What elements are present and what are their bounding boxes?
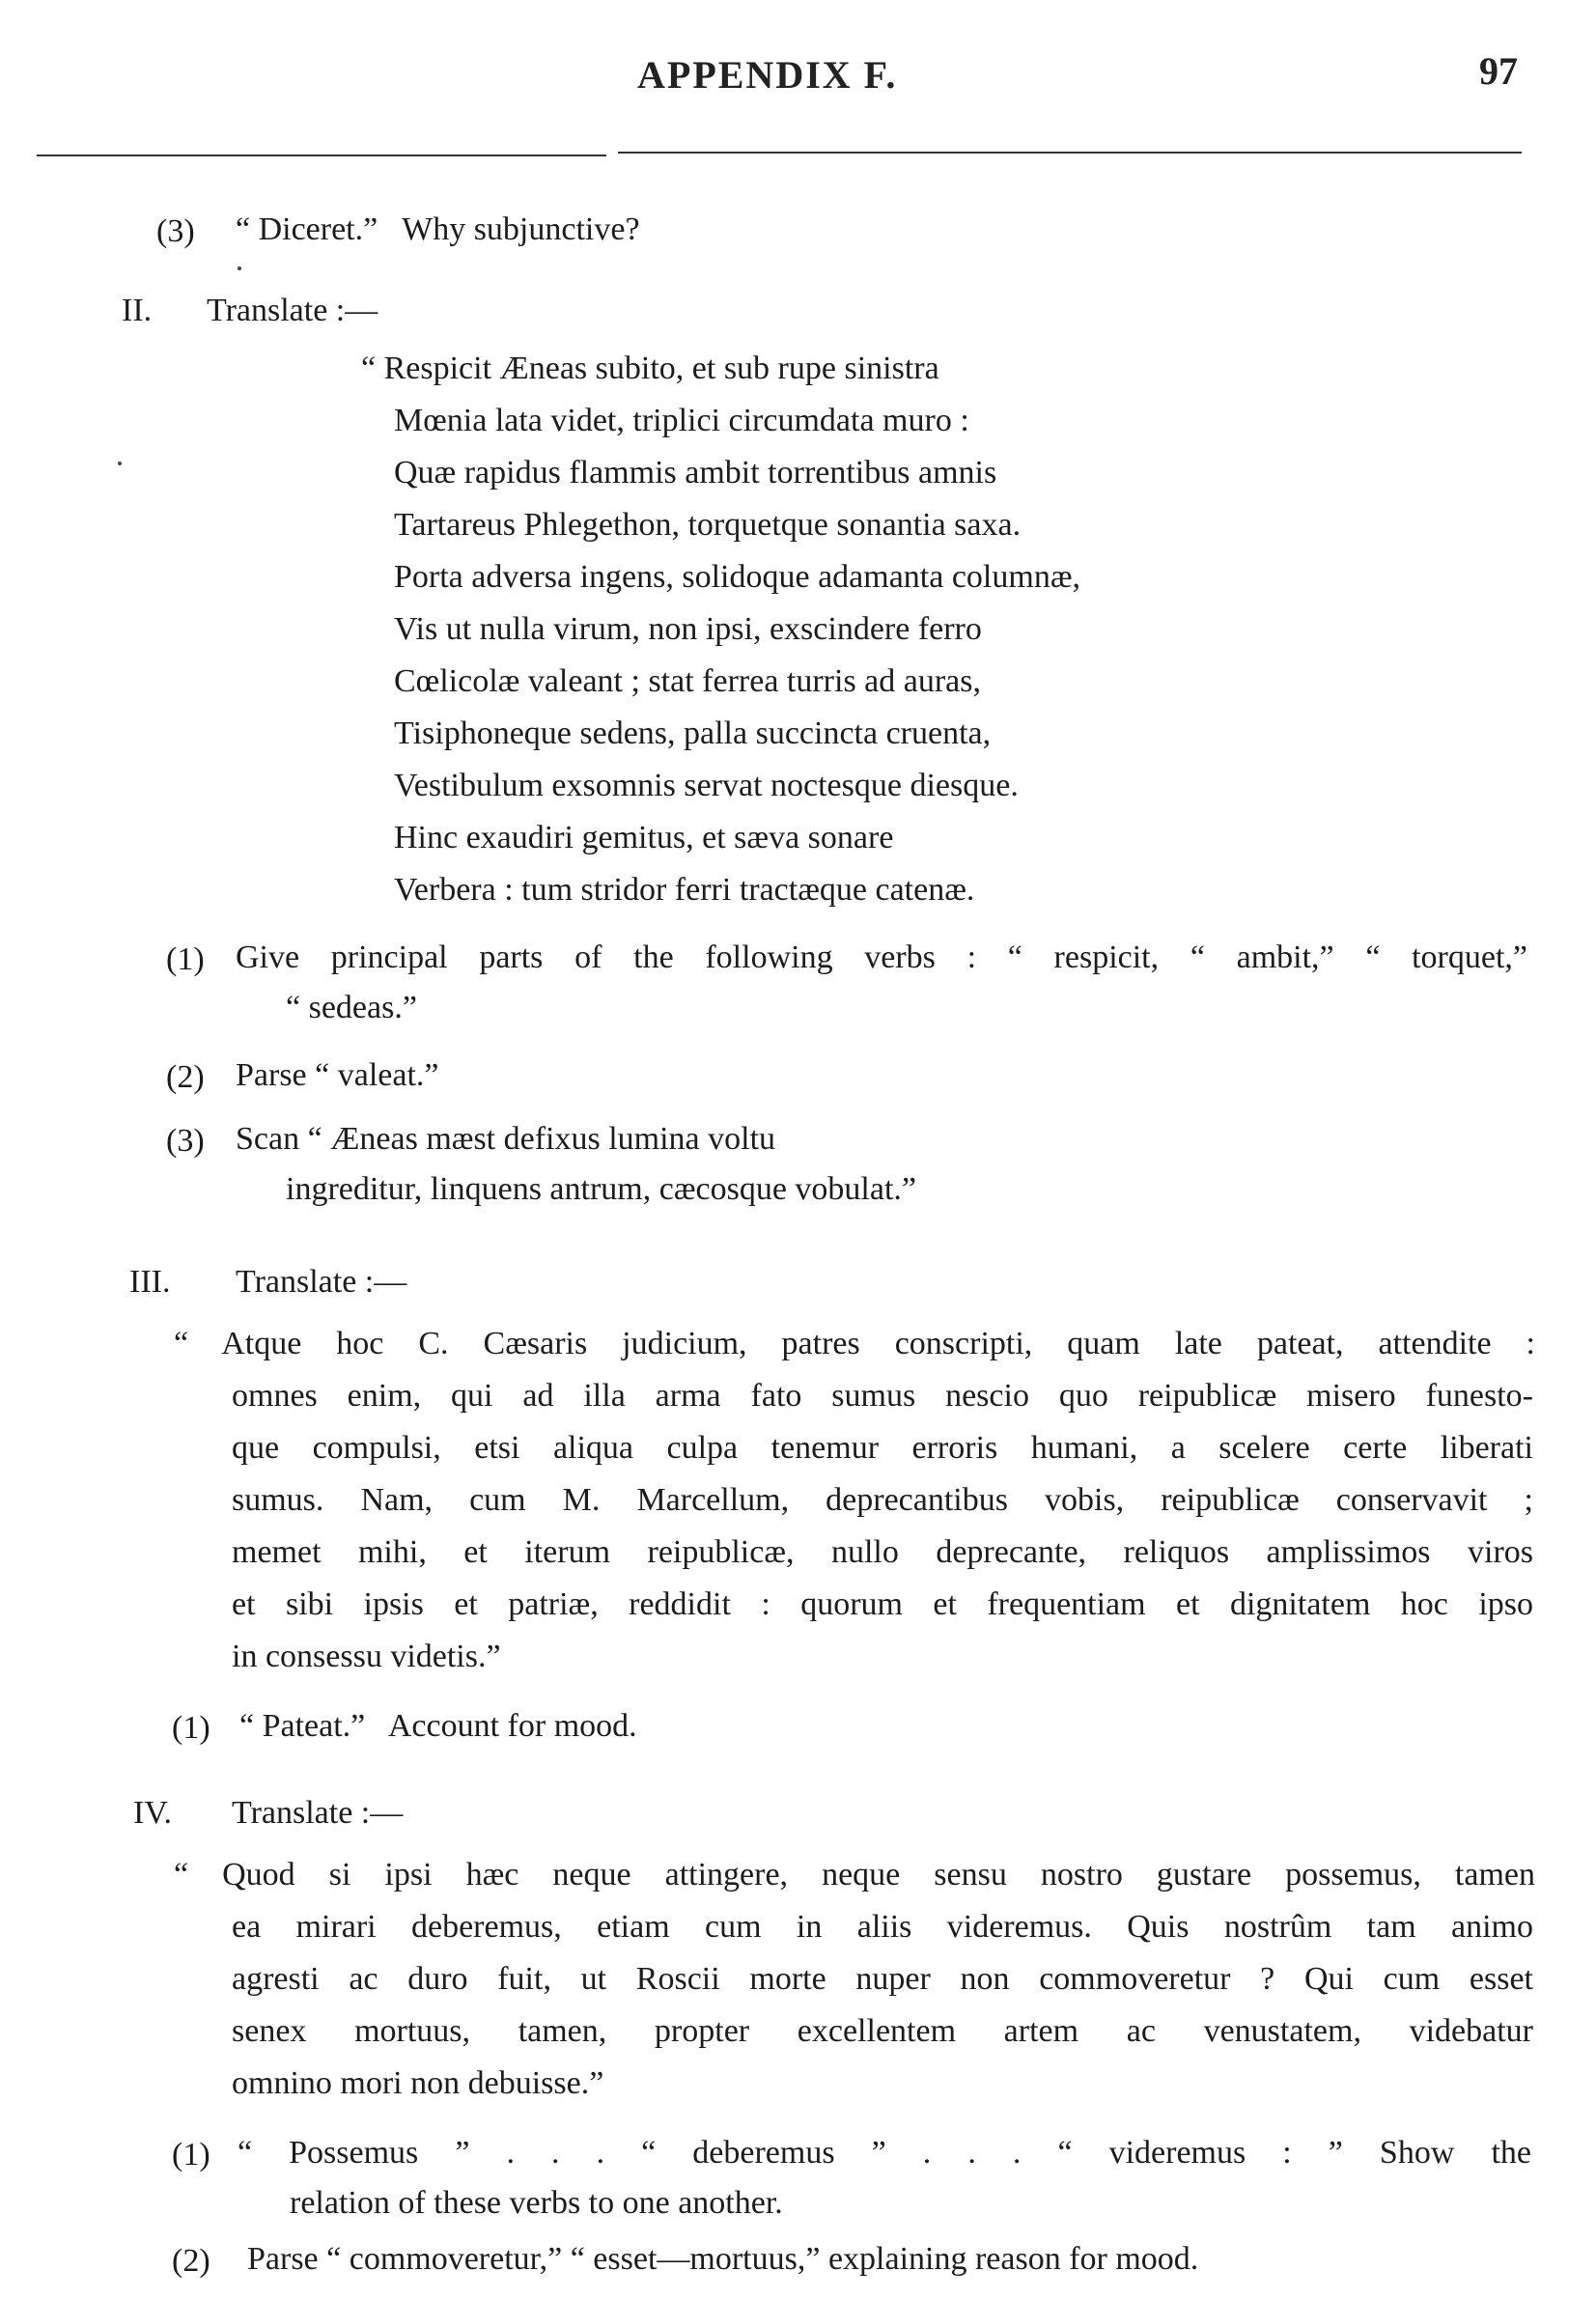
prose-line: que compulsi, etsi aliqua culpa tenemur erroris humani, a scelere certe liberati xyxy=(232,1430,1533,1466)
prose-line: omnes enim, qui ad illa arma fato sumus nescio quo reipublicæ misero funesto- xyxy=(232,1378,1533,1414)
print-speck xyxy=(118,462,122,465)
question-text: relation of these verbs to one another. xyxy=(290,2185,783,2221)
print-speck xyxy=(238,266,241,270)
verse-line: Porta adversa ingens, solidoque adamanta columnæ, xyxy=(394,559,1080,595)
question-text: “ Possemus ” . . . “ deberemus ” . . . “ videremus : ” Show the xyxy=(238,2135,1531,2171)
verse-line: Tisiphoneque sedens, palla succincta cruenta, xyxy=(394,715,992,751)
section-heading: Translate :— xyxy=(236,1264,407,1300)
page-number: 97 xyxy=(1479,49,1518,93)
verse-line: Verbera : tum stridor ferri tractæque catenæ. xyxy=(394,872,975,908)
question-number: (1) xyxy=(166,941,205,977)
question-number: (3) xyxy=(166,1123,205,1159)
question-text: ingreditur, linquens antrum, cæcosque vobulat.” xyxy=(286,1171,916,1207)
question-text: “ Pateat.” Account for mood. xyxy=(239,1708,637,1744)
question-number: (1) xyxy=(172,1710,210,1746)
section-heading: Translate :— xyxy=(207,293,378,328)
prose-line: “ Atque hoc C. Cæsaris judicium, patres conscripti, quam late pateat, attendite : xyxy=(174,1326,1535,1361)
question-text: Parse “ commoveretur,” “ esset—mortuus,” explaining reason for mood. xyxy=(247,2241,1199,2277)
verse-line: Tartareus Phlegethon, torquetque sonantia saxa. xyxy=(394,507,1022,543)
verse-line: Mœnia lata videt, triplici circumdata muro : xyxy=(394,403,969,438)
verse-line: Vestibulum exsomnis servat noctesque diesque. xyxy=(394,768,1019,803)
verse-line: Cœlicolæ valeant ; stat ferrea turris ad auras, xyxy=(394,663,981,699)
section-numeral: III. xyxy=(129,1264,171,1300)
question-text: “ Diceret.” Why subjunctive? xyxy=(236,211,640,247)
section-heading: Translate :— xyxy=(232,1795,404,1831)
header-rule-left xyxy=(37,154,606,156)
question-text: Scan “ Æneas mæst defixus lumina voltu xyxy=(236,1121,776,1157)
header-rule-right xyxy=(618,152,1522,154)
verse-line: Hinc exaudiri gemitus, et sæva sonare xyxy=(394,820,894,855)
question-number: (2) xyxy=(172,2243,210,2279)
prose-line: agresti ac duro fuit, ut Roscii morte nuper non commoveretur ? Qui cum esset xyxy=(232,1961,1533,1997)
question-number: (1) xyxy=(172,2137,210,2173)
prose-line: omnino mori non debuisse.” xyxy=(232,2065,604,2101)
verse-line: Vis ut nulla virum, non ipsi, exscindere ferro xyxy=(394,611,982,647)
question-text: Parse “ valeat.” xyxy=(236,1057,439,1093)
prose-line: sumus. Nam, cum M. Marcellum, deprecantibus vobis, reipublicæ conservavit ; xyxy=(232,1482,1533,1518)
section-numeral: IV. xyxy=(133,1795,172,1831)
prose-line: memet mihi, et iterum reipublicæ, nullo deprecante, reliquos amplissimos viros xyxy=(232,1534,1533,1570)
question-text: “ sedeas.” xyxy=(286,990,417,1025)
question-number: (2) xyxy=(166,1059,205,1095)
verse-line: “ Respicit Æneas subito, et sub rupe sinistra xyxy=(361,350,939,386)
prose-line: “ Quod si ipsi hæc neque attingere, neque sensu nostro gustare possemus, tamen xyxy=(174,1857,1535,1892)
section-numeral: II. xyxy=(122,293,153,328)
running-head-title: APPENDIX F. xyxy=(637,53,898,97)
prose-line: in consessu videtis.” xyxy=(232,1639,501,1674)
verse-line: Quæ rapidus flammis ambit torrentibus amnis xyxy=(394,455,997,491)
running-head xyxy=(0,44,1596,102)
question-text: Give principal parts of the following verbs : “ respicit, “ ambit,” “ torquet,” xyxy=(236,939,1527,975)
prose-line: ea mirari deberemus, etiam cum in aliis videremus. Quis nostrûm tam animo xyxy=(232,1909,1533,1945)
question-number: (3) xyxy=(156,213,195,249)
prose-line: senex mortuus, tamen, propter excellentem artem ac venustatem, videbatur xyxy=(232,2013,1533,2049)
prose-line: et sibi ipsis et patriæ, reddidit : quorum et frequentiam et dignitatem hoc ipso xyxy=(232,1586,1533,1622)
